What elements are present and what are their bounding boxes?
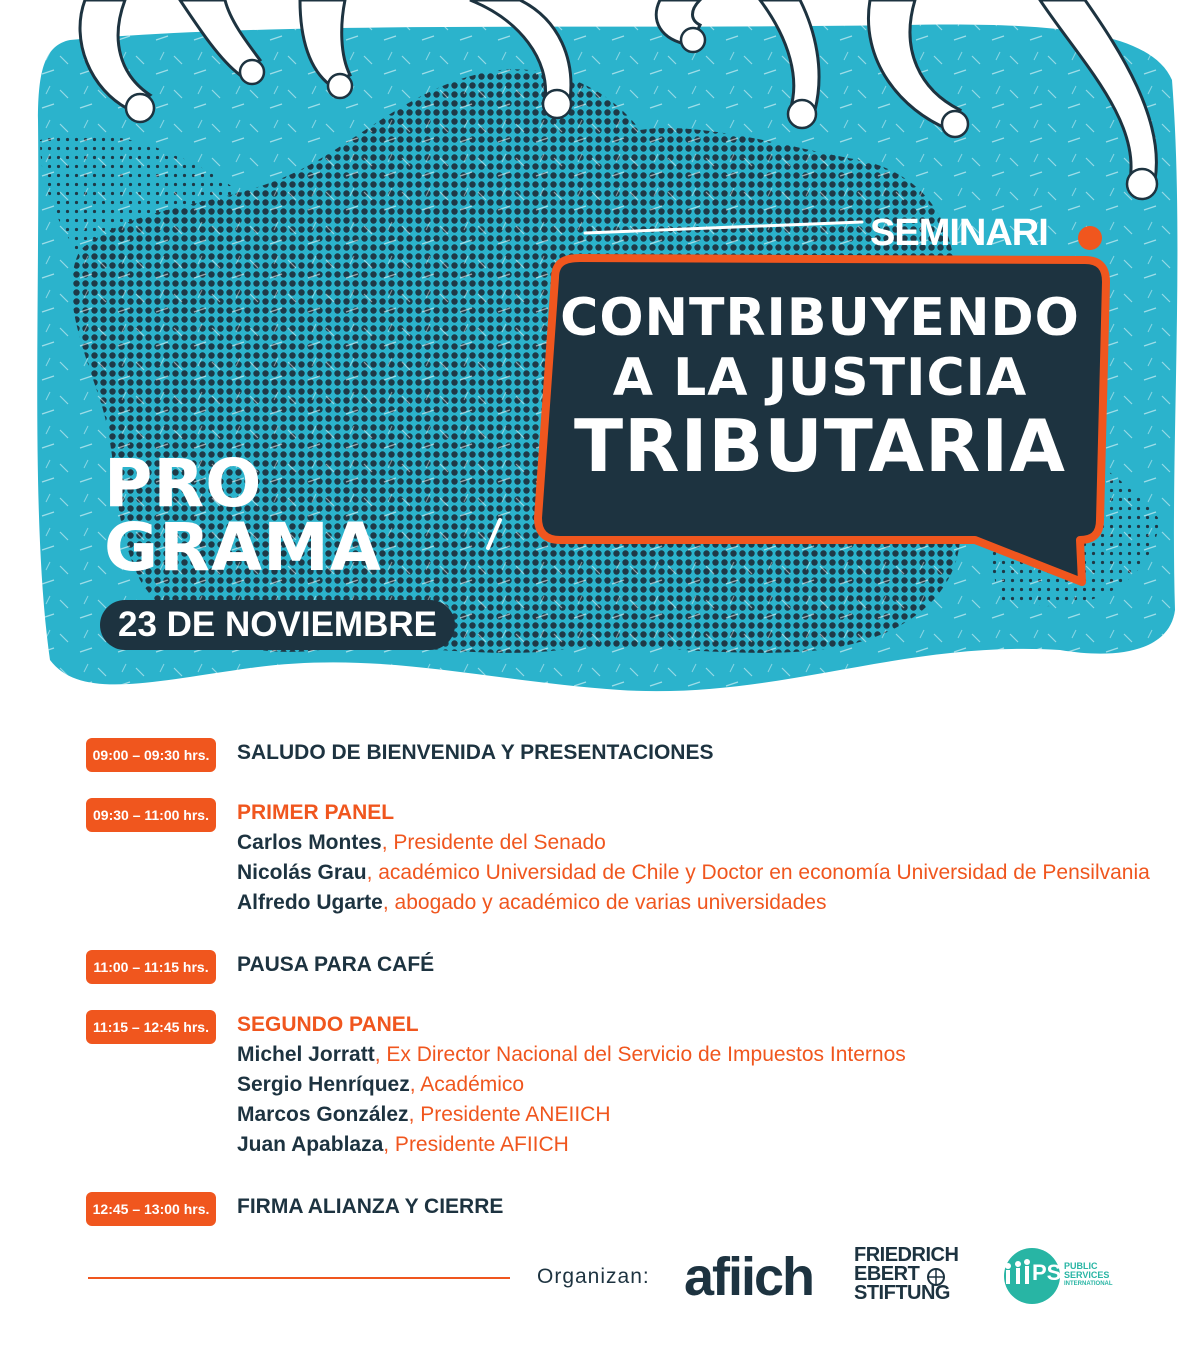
speaker-name: Carlos Montes: [237, 831, 382, 854]
programa-line-1: PRO: [104, 445, 263, 522]
panel-title: SEGUNDO PANEL: [237, 1013, 419, 1036]
event-date: 23 DE NOVIEMBRE: [100, 600, 455, 650]
programa-line-2: GRAMA: [104, 509, 382, 586]
time-badge: 11:15 – 12:45 hrs.: [86, 1010, 216, 1044]
panel-title: PRIMER PANEL: [237, 801, 395, 824]
psi-logo-subtext: [1064, 1262, 1113, 1289]
title-line-1: CONTRIBUYENDO: [560, 288, 1080, 348]
fes-logo-line-2: EBERT: [854, 1263, 920, 1285]
speaker-role: , Académico: [409, 1073, 525, 1096]
psi-sub-3: INTERNATIONAL: [1064, 1281, 1113, 1287]
speaker-role: , Ex Director Nacional del Servicio de Impuestos Internos: [374, 1043, 906, 1066]
slot-title: FIRMA ALIANZA Y CIERRE: [237, 1195, 504, 1218]
speaker-role: , académico Universidad de Chile y Doctor en economía Universidad de Pensilvania: [366, 861, 1150, 884]
fes-logo-line-1: FRIEDRICH: [854, 1244, 959, 1266]
title-line-2: A LA JUSTICIA: [612, 348, 1028, 408]
speaker-name: Juan Apablaza: [237, 1133, 384, 1156]
time-badge: 09:00 – 09:30 hrs.: [86, 738, 216, 772]
time-badge: 11:00 – 11:15 hrs.: [86, 950, 216, 984]
speaker-line: [237, 1130, 569, 1160]
speaker-name: Marcos González: [237, 1103, 409, 1126]
psi-sub-1: PUBLIC: [1064, 1261, 1098, 1271]
speaker-line: [237, 1070, 524, 1100]
afiich-logo: afiich: [684, 1247, 814, 1307]
speaker-name: Alfredo Ugarte: [237, 891, 383, 914]
seminar-title: [560, 288, 1080, 488]
speaker-role: , Presidente del Senado: [381, 831, 606, 854]
psi-logo-text: PSI: [1032, 1260, 1068, 1285]
psi-logo: [994, 1240, 1118, 1312]
fes-logo: [854, 1246, 969, 1303]
speaker-role: , abogado y académico de varias universidades: [382, 891, 827, 914]
programa-heading: [104, 445, 382, 586]
seminario-dot: [1078, 226, 1102, 250]
speaker-line: [237, 828, 606, 858]
seminario-label: SEMINARI: [870, 212, 1048, 254]
time-badge: 12:45 – 13:00 hrs.: [86, 1192, 216, 1226]
slot-title: SALUDO DE BIENVENIDA Y PRESENTACIONES: [237, 741, 714, 764]
speaker-name: Sergio Henríquez: [237, 1073, 410, 1096]
speaker-name: Michel Jorratt: [237, 1043, 375, 1066]
speaker-name: Nicolás Grau: [237, 861, 367, 884]
organizers-label: Organizan:: [537, 1265, 650, 1288]
footer-divider: [88, 1277, 510, 1279]
slot-title: PAUSA PARA CAFÉ: [237, 953, 435, 976]
time-badge: 09:30 – 11:00 hrs.: [86, 798, 216, 832]
speaker-line: [237, 888, 826, 918]
speaker-role: , Presidente AFIICH: [383, 1133, 569, 1156]
title-line-3: TRIBUTARIA: [574, 404, 1066, 488]
globe-icon: [926, 1267, 946, 1287]
speaker-line: [237, 1100, 610, 1130]
psi-sub-2: SERVICES: [1064, 1270, 1110, 1280]
speaker-line: [237, 1040, 906, 1070]
speaker-role: , Presidente ANEIICH: [408, 1103, 611, 1126]
fes-logo-line-3: STIFTUNG: [854, 1282, 950, 1304]
speaker-line: [237, 858, 1150, 888]
